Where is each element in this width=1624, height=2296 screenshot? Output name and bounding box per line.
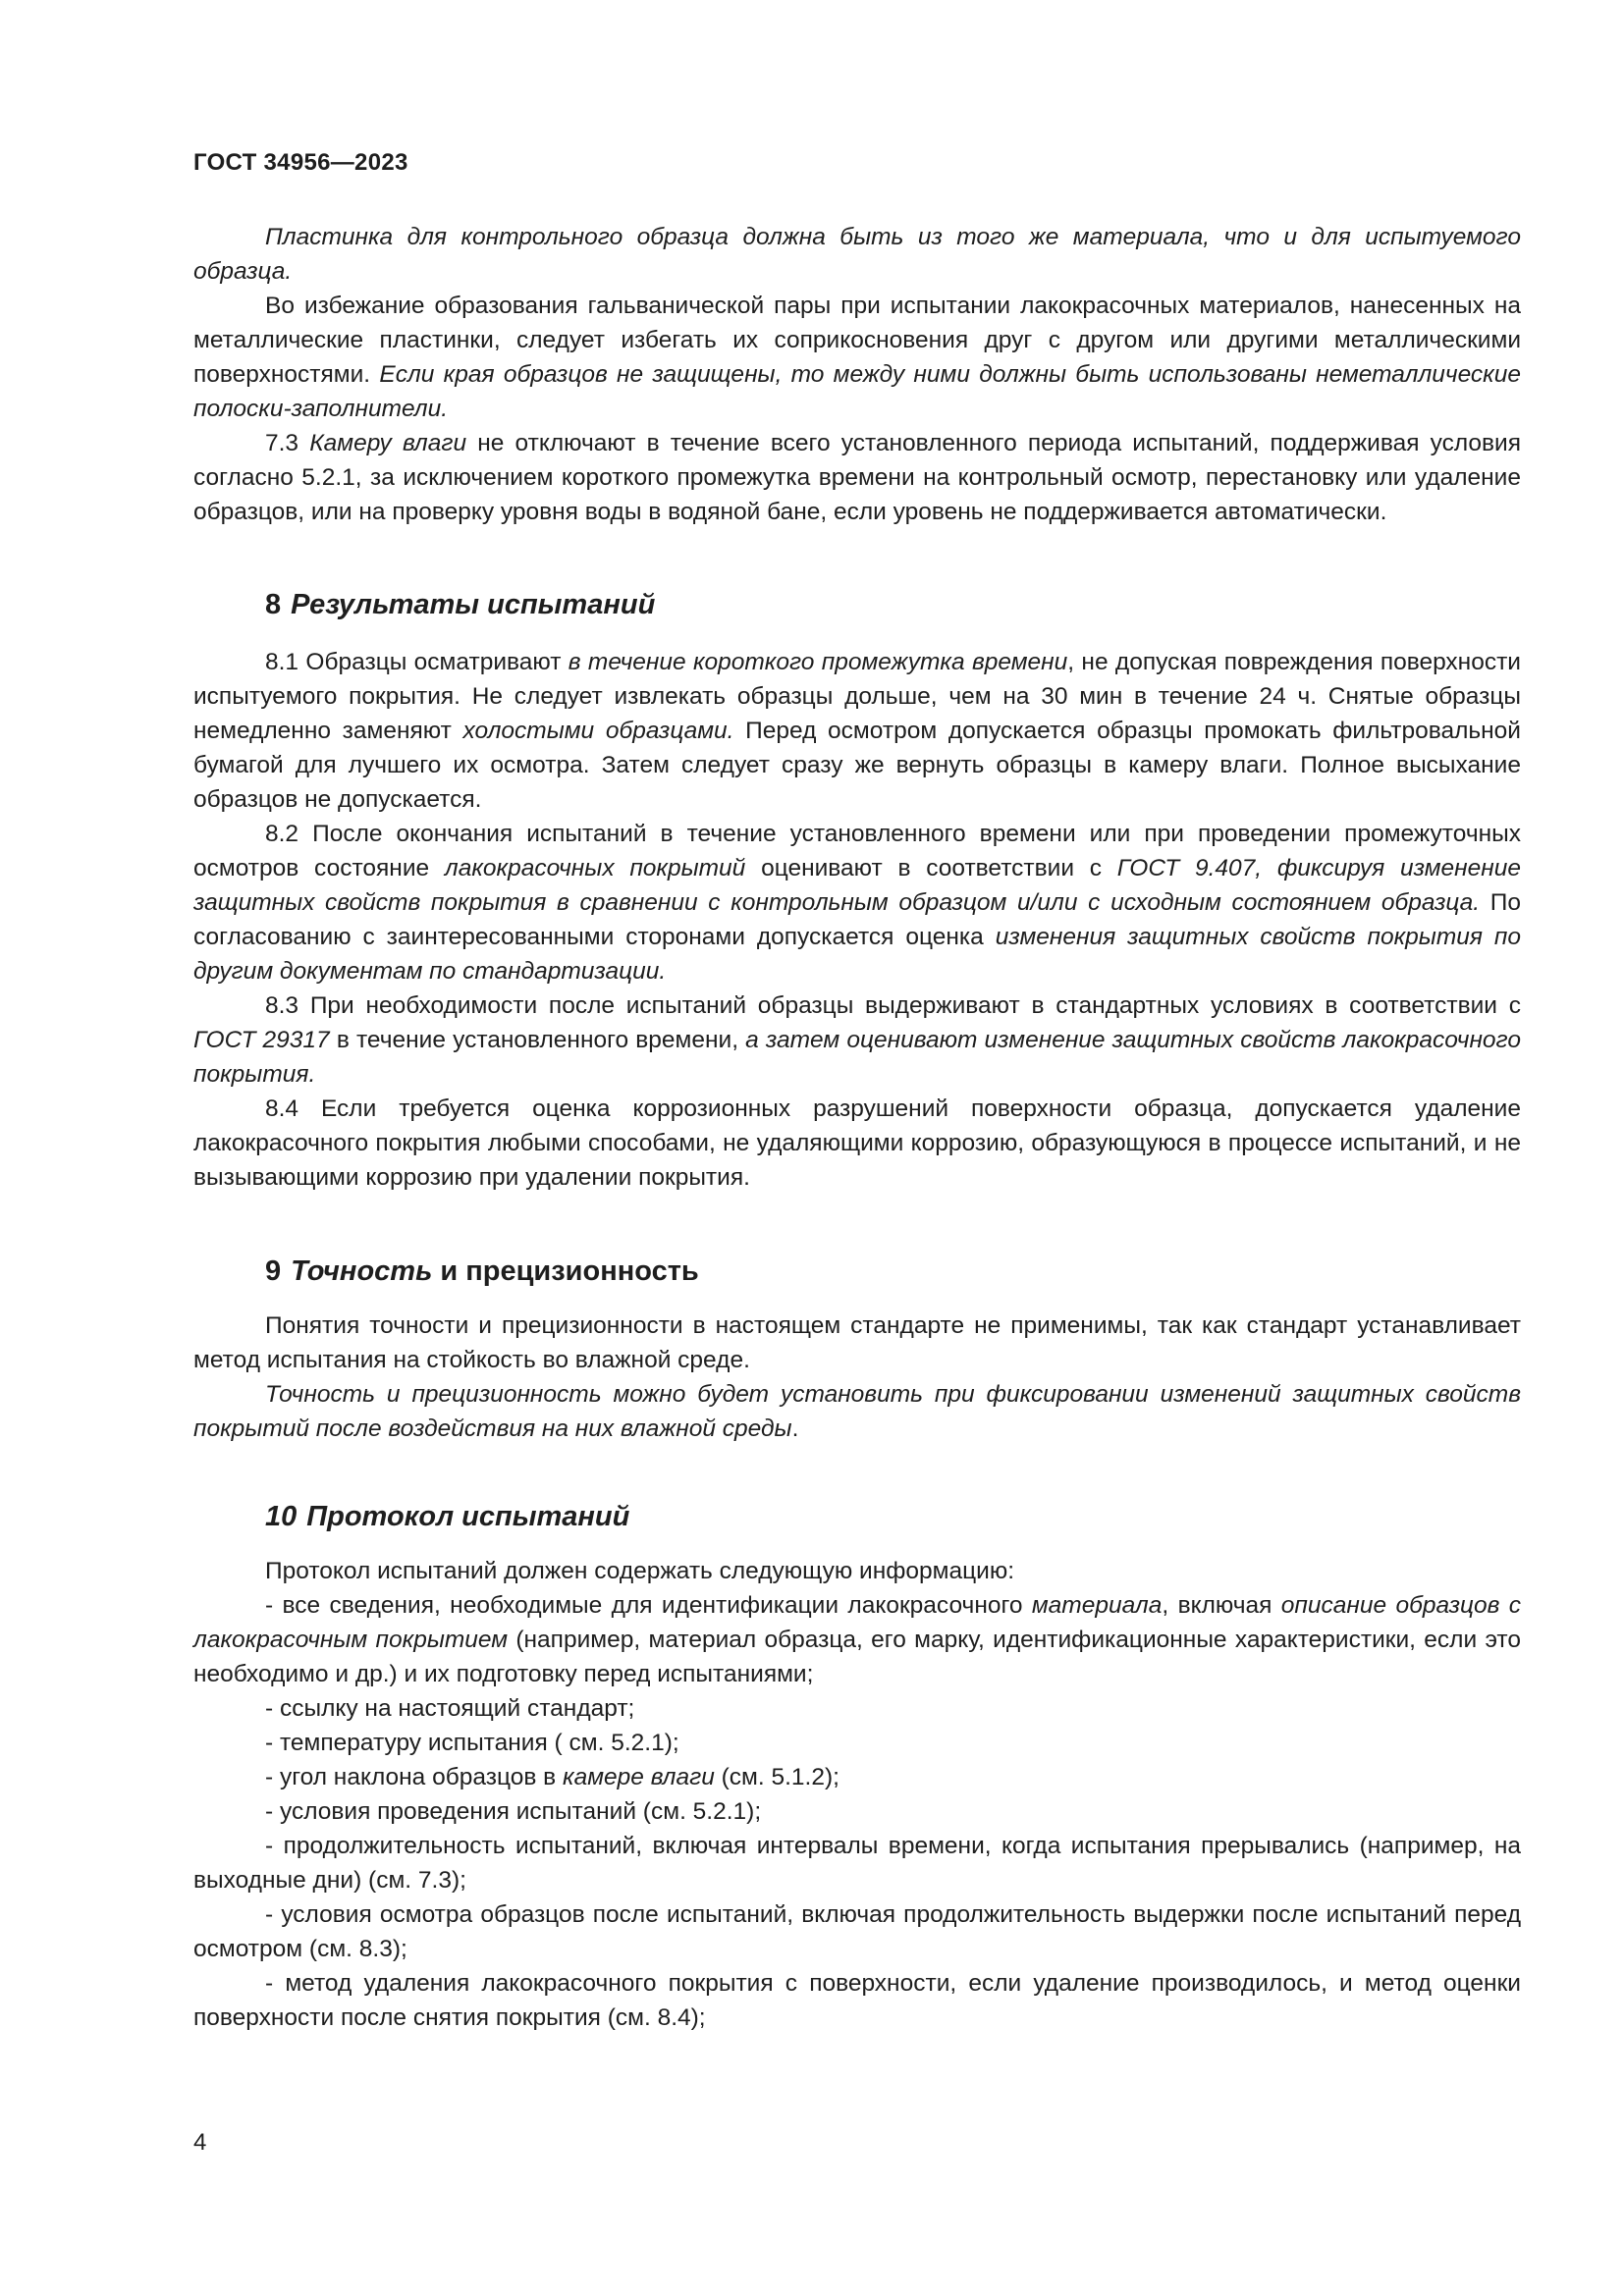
list-item: - продолжительность испытаний, включая интервалы времени, когда испытания прерывались (например, на выходные дни) (см. 7.3); bbox=[193, 1833, 1521, 1894]
list-item: - условия осмотра образцов после испытаний, включая продолжительность выдержки после испытаний перед осмотром (см. 8.3); bbox=[193, 1901, 1521, 1962]
paragraph: Понятия точности и прецизионности в настоящем стандарте не применимы, так как стандарт устанавливает метод испытания на стойкость во влажной среде. bbox=[193, 1312, 1521, 1373]
document-body bbox=[193, 220, 1521, 2035]
paragraph-8-4: 8.4 Если требуется оценка коррозионных разрушений поверхности образца, допускается удаление лакокрасочного покрытия любыми способами, не удаляющими коррозию, образующуюся в процессе испытаний, и не вызывающими коррозию при удалении покрытия. bbox=[193, 1095, 1521, 1191]
list-item: - все сведения, необходимые для идентификации лакокрасочного материала, включая описание образцов с лакокрасочным покрытием (например, материал образца, его марку, идентификационные характеристики, если это необходимо и др.) и их подготовку перед испытаниями; bbox=[193, 1592, 1521, 1687]
paragraph-8-2: 8.2 После окончания испытаний в течение установленного времени или при проведении промежуточных осмотров состояние лакокрасочных покрытий оценивают в соответствии с ГОСТ 9.407, фиксируя изменение защитных свойств покрытия в сравнении с контрольным образцом и/или с исходным состоянием образца. По согласованию с заинтересованными сторонами допускается оценка изменения защитных свойств покрытия по другим документам по стандартизации. bbox=[193, 821, 1521, 985]
list-item: - метод удаления лакокрасочного покрытия с поверхности, если удаление производилось, и метод оценки поверхности после снятия покрытия (см. 8.4); bbox=[193, 1970, 1521, 2031]
section-heading-8: 8 Результаты испытаний bbox=[265, 589, 656, 620]
list-item: - угол наклона образцов в камере влаги (см. 5.1.2); bbox=[265, 1764, 839, 1790]
page-number: 4 bbox=[193, 2129, 207, 2156]
paragraph: Протокол испытаний должен содержать следующую информацию: bbox=[265, 1558, 1015, 1584]
section-heading-10: 10 Протокол испытаний bbox=[265, 1501, 630, 1532]
list-item: - условия проведения испытаний (см. 5.2.1); bbox=[265, 1798, 762, 1825]
list-item: - ссылку на настоящий стандарт; bbox=[265, 1695, 635, 1722]
paragraph-7-3: 7.3 Камеру влаги не отключают в течение всего установленного периода испытаний, поддерживая условия согласно 5.2.1, за исключением короткого промежутка времени на контрольный осмотр, перестановку или удаление образцов, или на проверку уровня воды в водяной бане, если уровень не поддерживается автоматически. bbox=[193, 430, 1522, 525]
list-item: - температуру испытания ( см. 5.2.1); bbox=[265, 1730, 679, 1756]
paragraph: Во избежание образования гальванической пары при испытании лакокрасочных материалов, нанесенных на металлические пластинки, следует избегать их соприкосновения друг с другом или другими металлическими поверхностями. Если края образцов не защищены, то между ними должны быть использованы неметаллические полоски-заполнители. bbox=[193, 293, 1522, 422]
section-heading-9: 9 Точность и прецизионность bbox=[265, 1255, 699, 1287]
paragraph: Точность и прецизионность можно будет установить при фиксировании изменений защитных свойств покрытий после воздействия на них влажной среды. bbox=[193, 1381, 1521, 1442]
paragraph: Пластинка для контрольного образца должна быть из того же материала, что и для испытуемого образца. bbox=[193, 224, 1521, 285]
paragraph-8-1: 8.1 Образцы осматривают в течение короткого промежутка времени, не допуская повреждения поверхности испытуемого покрытия. Не следует извлекать образцы дольше, чем на 30 мин в течение 24 ч. Снятые образцы немедленно заменяют холостыми образцами. Перед осмотром допускается образцы промокать фильтровальной бумагой для лучшего их осмотра. Затем следует сразу же вернуть образцы в камеру влаги. Полное высыхание образцов не допускается. bbox=[193, 649, 1521, 813]
document-header: ГОСТ 34956—2023 bbox=[193, 149, 408, 176]
paragraph-8-3: 8.3 При необходимости после испытаний образцы выдерживают в стандартных условиях в соответствии с ГОСТ 29317 в течение установленного времени, а затем оценивают изменение защитных свойств лакокрасочного покрытия. bbox=[193, 992, 1521, 1088]
